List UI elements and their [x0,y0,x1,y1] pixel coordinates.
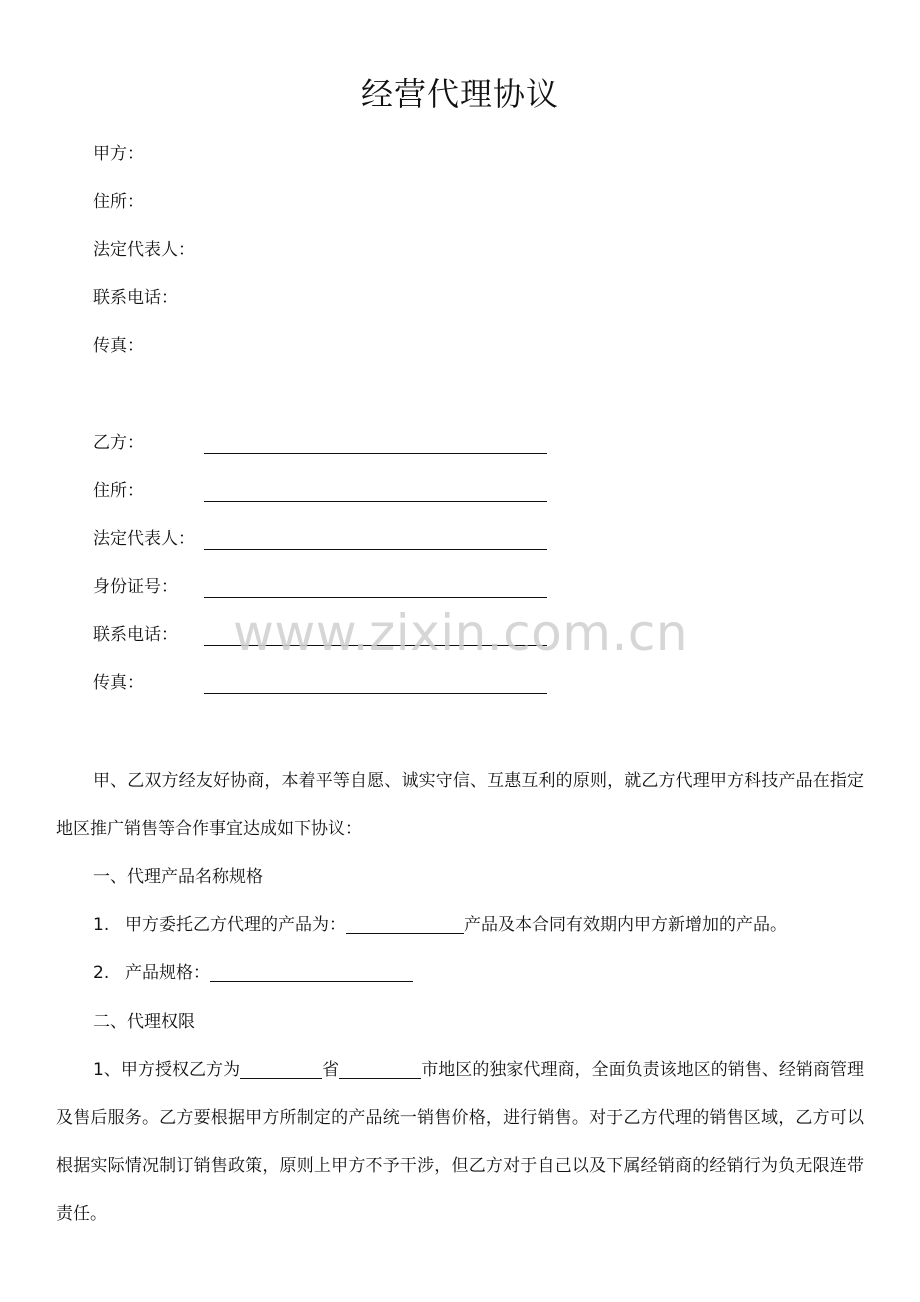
section-2-heading: 二、代理权限 [93,1012,195,1032]
party-b-legal-rep-blank [204,549,547,550]
party-a-name-label: 甲方： [93,144,144,164]
section-1-item-1 [93,913,787,937]
party-b-phone-label: 联系电话： [93,625,178,645]
party-b-legal-rep-label: 法定代表人： [93,529,195,549]
city-blank [339,1059,421,1079]
product-spec-blank [210,962,413,982]
party-b-fax-label: 传真： [93,673,144,693]
party-b-fax-blank [204,693,547,694]
section-1-item-2 [93,961,413,985]
product-name-blank [346,914,464,934]
party-b-name-label: 乙方： [93,433,144,453]
document-title: 经营代理协议 [360,75,559,113]
section-2-paragraph-1 [56,1046,864,1238]
party-a-address-label: 住所： [93,192,144,212]
intro-paragraph: 甲、乙双方经友好协商，本着平等自愿、诚实守信、互惠互利的原则，就乙方代理甲方科技产品在指定地区推广销售等合作事宜达成如下协议： [56,771,864,839]
party-a-phone-label: 联系电话： [93,288,178,308]
item-2-label: 产品规格： [125,963,210,983]
section-1-heading: 一、代理产品名称规格 [93,867,263,887]
party-a-legal-rep-label: 法定代表人： [93,240,195,260]
watermark-text: www.zixin.com.cn [233,604,689,662]
p1-start: 1、甲方授权乙方为 [93,1060,241,1080]
item-1-number: 1. [93,915,110,935]
party-b-address-label: 住所： [93,481,144,501]
item-2-number: 2. [93,963,110,983]
party-b-id-blank [204,597,547,598]
p1-province-word: 省 [322,1060,340,1080]
party-a-fax-label: 传真： [93,336,144,356]
party-b-name-blank [204,453,547,454]
party-b-address-blank [204,501,547,502]
party-b-id-label: 身份证号： [93,577,178,597]
item-1-text-before: 甲方委托乙方代理的产品为： [125,915,346,935]
p1-rest: 市地区的独家代理商，全面负责该地区的销售、经销商管理及售后服务。乙方要根据甲方所制定的产品统一销售价格，进行销售。对于乙方代理的销售区域，乙方可以根据实际情况制订销售政策，原则上甲方不予干涉，但乙方对于自己以及下属经销商的经销行为负无限连带责任。 [56,1060,865,1224]
province-blank [240,1059,322,1079]
item-1-text-after: 产品及本合同有效期内甲方新增加的产品。 [464,915,787,935]
